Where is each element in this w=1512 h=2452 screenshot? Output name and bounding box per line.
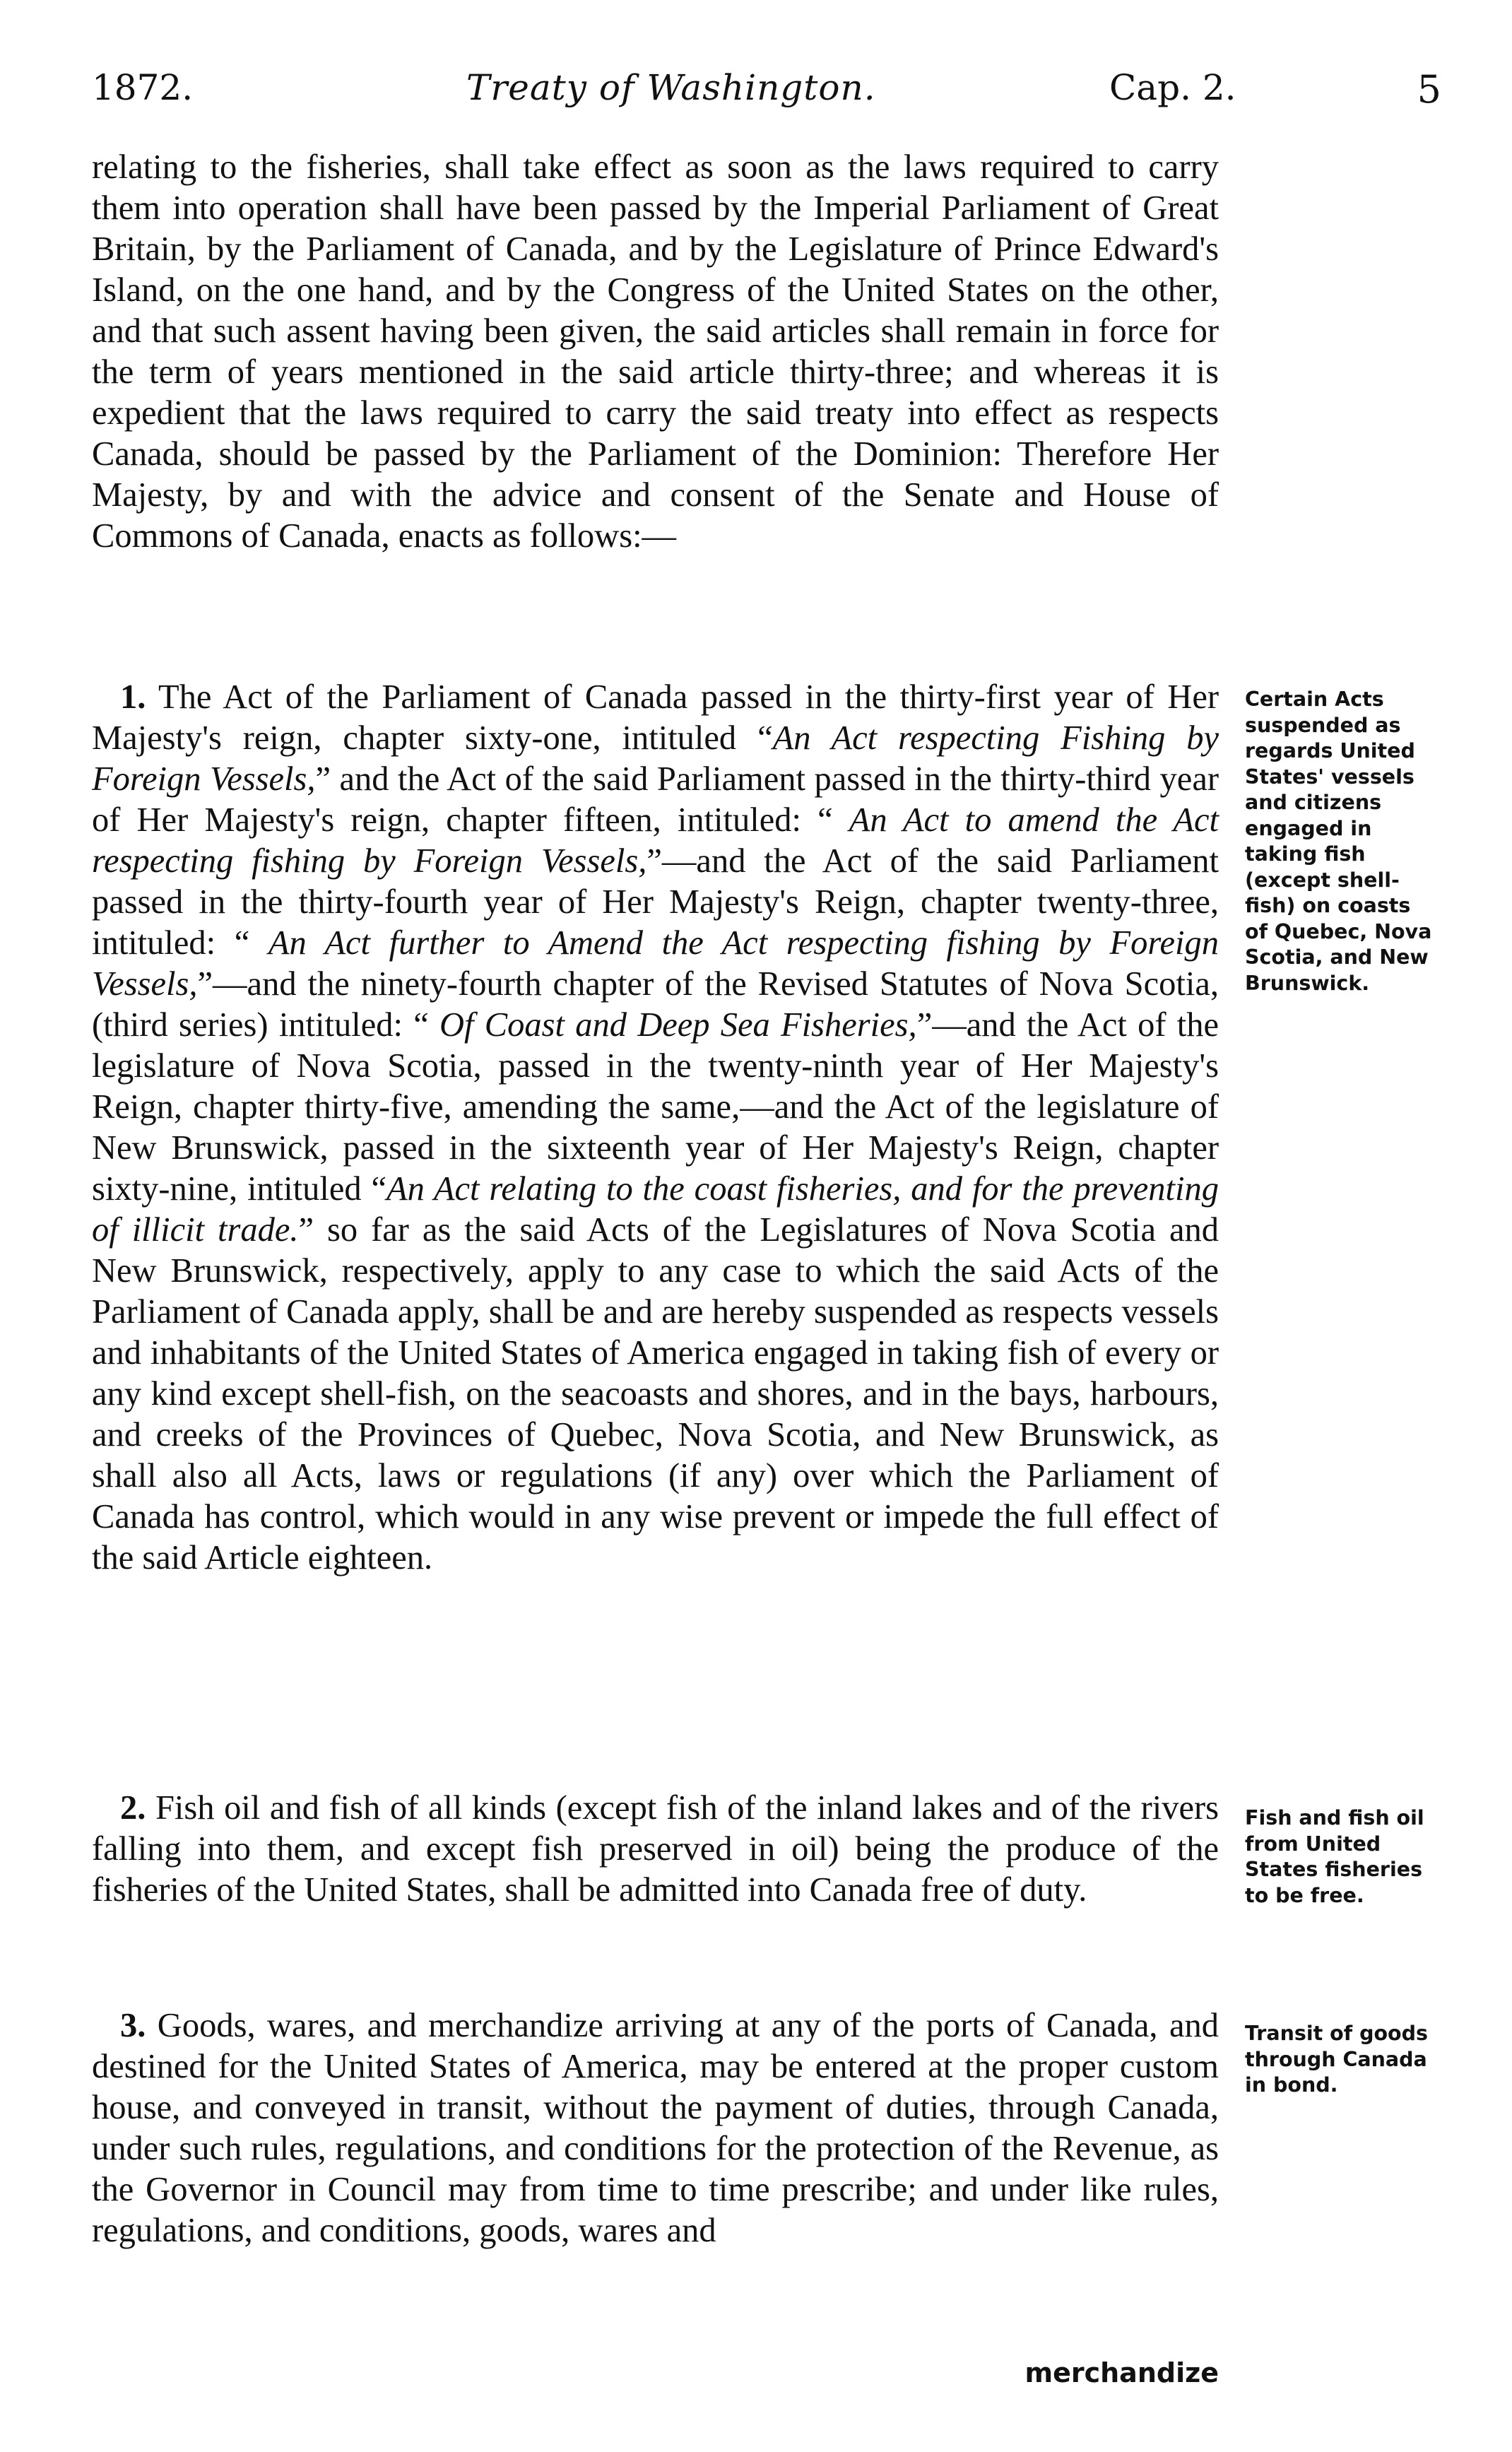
marginal-note-section-2: Fish and fish oil from United States fisheries to be free. [1245, 1806, 1424, 1907]
section-1-italic-b: An Act to amend the Act respecting fishing by Foreign Vessels, [92, 801, 1219, 880]
header-chapter: Cap. 2. [1109, 67, 1236, 108]
catchword: merchandize [1024, 2357, 1219, 2388]
section-2 [92, 1788, 1219, 1911]
section-1-italic-c: An Act further to Amend the Act respecting fishing by Foreign Vessels, [92, 924, 1219, 1003]
section-2-text: Fish oil and fish of all kinds (except fish of the inland lakes and of the rivers falling into them, and except fish preserved in oil) being the produce of the fisheries of the United States, shall be admitted into Canada free of duty. [92, 1789, 1219, 1909]
preamble-paragraph [92, 147, 1219, 557]
section-3-text: Goods, wares, and merchandize arriving at any of the ports of Canada, and destined for the United States of America, may be entered at the proper custom house, and conveyed in transit, without the payment of duties, through Canada, under such rules, regulations, and conditions for the protection of the Revenue, as the Governor in Council may from time to time prescribe; and under like rules, regulations, and conditions, goods, wares and [92, 2007, 1219, 2249]
section-1-text-a: The Act of the Parliament of Canada passed in the thirty-first year of Her Majesty's reign, chapter sixty-one, intituled “ [92, 678, 1219, 757]
section-1-text-d: ”—and the ninety-fourth chapter of the Revised Statutes of Nova Scotia, (third series) intituled: “ [92, 965, 1219, 1044]
section-2-number: 2. [120, 1789, 146, 1827]
marginal-note-section-1: Certain Acts suspended as regards United States' vessels and citizens engaged in taking fish (except shell-fish) on coasts of Quebec, Nova Scotia, and New Brunswick. [1245, 688, 1432, 995]
section-1-number: 1. [120, 678, 146, 716]
section-1-italic-e: An Act relating to the coast fisheries, and for the preventing of illicit trade. [92, 1170, 1219, 1249]
section-1-text-c: ”—and the Act of the said Parliament passed in the thirty-fourth year of Her Majesty's Reign, chapter twenty-three, intituled: “ [92, 842, 1219, 962]
section-1-italic-d: Of Coast and Deep Sea Fisheries, [439, 1006, 917, 1044]
section-1-text-b: ” and the Act of the said Parliament passed in the thirty-third year of Her Majesty's reign, chapter fifteen, intituled: “ [92, 760, 1219, 839]
header-year: 1872. [92, 67, 194, 108]
header-title: Treaty of Washington. [466, 67, 876, 108]
marginal-note-section-3: Transit of goods through Canada in bond. [1245, 2022, 1428, 2097]
section-1-text-f: ” so far as the said Acts of the Legislatures of Nova Scotia and New Brunswick, respectively, apply to any case to which the said Acts of the Parliament of Canada apply, shall be and are hereby suspended as respects vessels and inhabitants of the United States of America engaged in taking fish of every or any kind except shell-fish, on the seacoasts and shores, and in the bays, harbours, and creeks of the Provinces of Quebec, Nova Scotia, and New Brunswick, as shall also all Acts, laws or regulations (if any) over which the Parliament of Canada has control, which would in any wise prevent or impede the full effect of the said Article eighteen. [92, 1211, 1219, 1576]
preamble-text: relating to the fisheries, shall take effect as soon as the laws required to carry them into operation shall have been passed by the Imperial Parliament of Great Britain, by the Parliament of Canada, and by the Legislature of Prince Edward's Island, on the one hand, and by the Congress of the United States on the other, and that such assent having been given, the said articles shall remain in force for the term of years mentioned in the said article thirty-three; and whereas it is expedient that the laws required to carry the said treaty into effect as respects Canada, should be passed by the Parliament of the Dominion: Therefore Her Majesty, by and with the advice and consent of the Senate and House of Commons of Canada, enacts as follows:— [92, 148, 1219, 555]
section-3 [92, 2005, 1219, 2251]
page-number: 5 [1417, 67, 1441, 112]
running-header [92, 67, 1441, 117]
section-1-text-e: ”—and the Act of the legislature of Nova Scotia, passed in the twenty-ninth year of Her Majesty's Reign, chapter thirty-five, amending the same,—and the Act of the legislature of New Brunswick, passed in the sixteenth year of Her Majesty's Reign, chapter sixty-nine, intituled “ [92, 1006, 1219, 1208]
section-1 [92, 677, 1219, 1579]
section-1-italic-a: An Act respecting Fishing by Foreign Vessels, [92, 719, 1219, 798]
section-3-number: 3. [120, 2007, 146, 2044]
